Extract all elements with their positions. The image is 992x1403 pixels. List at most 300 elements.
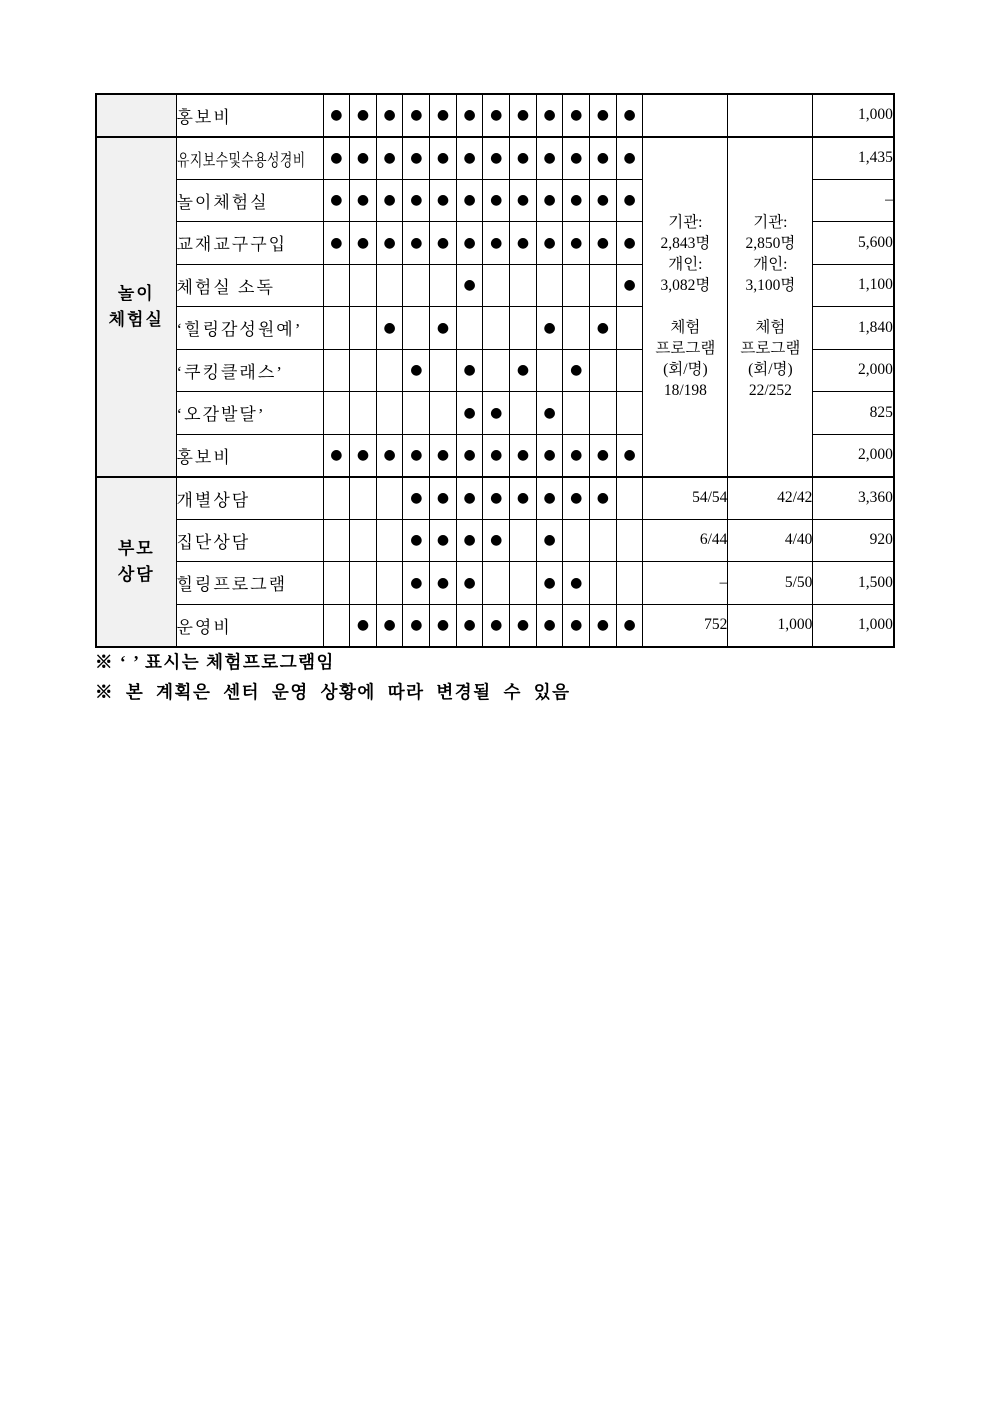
item-cell [176,137,323,180]
schedule-dot: ● [543,234,556,251]
category-cell [96,477,176,647]
month-cell [350,434,377,477]
schedule-dot: ● [490,150,503,166]
month-cell [483,179,510,222]
month-cell [350,604,377,647]
metric-line: 프로그램 [655,340,716,357]
schedule-dot: ● [410,150,423,166]
month-cell [376,392,403,435]
month-cell [510,264,537,307]
month-cell [483,434,510,477]
month-cell [536,137,563,180]
item-cell [176,562,323,605]
metric-line: 2,850명 [745,235,796,252]
item-cell [176,392,323,435]
month-cell [616,264,643,307]
metric-line: 3,082명 [660,277,711,294]
schedule-dot: ● [356,447,370,463]
item-label: 홍보비 [176,107,232,127]
metric-line: 3,100명 [745,277,796,294]
month-cell [483,264,510,307]
schedule-dot: ● [516,234,530,251]
month-cell [590,519,617,562]
month-cell [590,137,617,180]
month-cell [350,519,377,562]
item-label: ‘쿠킹클래스’ [176,362,284,382]
schedule-dot: ● [463,447,476,463]
month-cell [616,477,643,520]
schedule-dot: ● [436,447,450,463]
month-cell [376,179,403,222]
schedule-dot: ● [383,234,396,251]
schedule-dot: ● [383,192,396,209]
month-cell [403,519,430,562]
metric-right-cell: 5/50 [728,562,813,605]
month-cell [403,562,430,605]
month-cell [536,392,563,435]
month-cell [376,604,403,647]
schedule-dot: ● [463,107,476,124]
month-cell [616,94,643,137]
item-cell [176,477,323,520]
schedule-dot: ● [410,234,423,251]
budget-cell: 1,435 [813,137,894,180]
metric-left-cell: 752 [643,604,728,647]
metric-left-cell [643,137,728,477]
metric-line: 18/198 [663,382,707,399]
schedule-dot: ● [623,277,636,294]
month-cell [616,562,643,605]
schedule-dot: ● [543,107,556,124]
month-cell [350,307,377,350]
schedule-dot: ● [463,277,476,294]
month-cell [323,179,350,222]
month-cell [456,477,483,520]
month-cell [376,349,403,392]
month-cell [590,477,617,520]
month-cell [456,307,483,350]
schedule-dot: ● [596,319,609,336]
month-cell [403,477,430,520]
category-label-line: 놀이 [117,284,155,303]
month-cell [350,477,377,520]
schedule-dot: ● [356,192,370,209]
metric-line [728,296,812,317]
month-cell [590,434,617,477]
metric-right-cell [728,94,813,137]
budget-cell: 1,500 [813,562,894,605]
item-cell [176,94,323,137]
metric-line: 체험 [755,319,786,336]
metric-line: 22/252 [748,382,792,399]
category-label-line: 체험실 [108,309,164,329]
schedule-dot: ● [436,490,450,506]
metric-line: 2,843명 [660,235,711,252]
month-cell [376,137,403,180]
schedule-budget-table [95,93,895,648]
month-cell [563,94,590,137]
month-cell [616,307,643,350]
budget-cell: 1,840 [813,307,894,350]
budget-cell: 1,100 [813,264,894,307]
month-cell [376,477,403,520]
month-cell [403,349,430,392]
month-cell [323,307,350,350]
month-cell [323,392,350,435]
item-cell [176,179,323,222]
schedule-dot: ● [410,490,423,506]
month-cell [430,604,457,647]
month-cell [430,477,457,520]
item-label: 운영비 [176,617,232,637]
month-cell [536,307,563,350]
schedule-dot: ● [543,447,556,463]
item-label: 유지보수및수용성경비 [176,150,306,170]
month-cell [510,392,537,435]
month-cell [430,179,457,222]
schedule-dot: ● [463,490,476,506]
month-cell [376,307,403,350]
schedule-dot: ● [516,490,530,506]
month-cell [483,604,510,647]
month-cell [563,392,590,435]
schedule-dot: ● [543,532,556,549]
month-cell [403,222,430,265]
schedule-dot: ● [596,107,609,124]
month-cell [430,94,457,137]
schedule-dot: ● [623,234,636,251]
month-cell [350,137,377,180]
month-cell [510,434,537,477]
month-cell [510,349,537,392]
month-cell [616,179,643,222]
schedule-dot: ● [436,574,450,591]
schedule-dot: ● [543,319,556,336]
item-cell [176,307,323,350]
schedule-dot: ● [330,192,343,209]
month-cell [563,222,590,265]
metric-left-cell: 6/44 [643,519,728,562]
footnote-experience-program: ※ ‘ ’ 표시는 체험프로그램임 [95,652,335,672]
month-cell [456,137,483,180]
budget-cell: – [813,179,894,222]
schedule-dot: ● [490,234,503,251]
footnotes [95,652,571,704]
schedule-dot: ● [516,617,530,633]
month-cell [376,94,403,137]
budget-cell: 1,000 [813,94,894,137]
schedule-dot: ● [383,319,396,336]
month-cell [563,434,590,477]
month-cell [376,434,403,477]
month-cell [483,519,510,562]
month-cell [536,222,563,265]
month-cell [323,264,350,307]
schedule-dot: ● [543,574,556,591]
month-cell [403,137,430,180]
schedule-dot: ● [463,404,476,421]
month-cell [323,94,350,137]
schedule-dot: ● [490,490,503,506]
schedule-dot: ● [330,447,343,463]
month-cell [616,137,643,180]
month-cell [483,307,510,350]
month-cell [323,137,350,180]
schedule-dot: ● [436,150,450,166]
schedule-dot: ● [463,192,476,209]
month-cell [590,562,617,605]
schedule-dot: ● [490,532,503,549]
schedule-dot: ● [516,107,530,124]
month-cell [323,519,350,562]
month-cell [376,264,403,307]
month-cell [483,392,510,435]
month-cell [563,519,590,562]
schedule-dot: ● [596,447,609,463]
month-cell [430,392,457,435]
month-cell [536,179,563,222]
month-cell [376,519,403,562]
schedule-dot: ● [410,192,423,209]
schedule-dot: ● [596,617,609,633]
schedule-dot: ● [356,107,370,124]
month-cell [590,307,617,350]
month-cell [510,562,537,605]
schedule-dot: ● [436,234,450,251]
month-cell [430,264,457,307]
item-label: ‘힐링감성원예’ [176,320,303,340]
month-cell [403,392,430,435]
month-cell [430,519,457,562]
footnote-plan-change: ※ 본 계획은 센터 운영 상황에 따라 변경될 수 있음 [95,681,571,702]
budget-cell: 825 [813,392,894,435]
schedule-dot: ● [463,362,476,379]
month-cell [350,392,377,435]
metric-right-cell: 1,000 [728,604,813,647]
schedule-dot: ● [570,490,583,506]
metric-line: (회/명) [748,361,793,378]
schedule-dot: ● [516,362,530,379]
month-cell [563,179,590,222]
schedule-dot: ● [570,362,583,379]
month-cell [510,519,537,562]
budget-cell: 2,000 [813,434,894,477]
metric-line [643,296,727,317]
month-cell [376,562,403,605]
schedule-dot: ● [383,107,396,124]
schedule-dot: ● [356,617,370,633]
schedule-dot: ● [410,362,423,379]
month-cell [536,94,563,137]
table-row [96,562,894,605]
month-cell [616,519,643,562]
schedule-dot: ● [623,447,636,463]
month-cell [563,264,590,307]
month-cell [616,392,643,435]
category-cell [96,137,176,477]
item-cell [176,434,323,477]
item-label: 교재교구구입 [176,235,288,255]
schedule-dot: ● [490,447,503,463]
metric-left-cell: – [643,562,728,605]
month-cell [456,604,483,647]
table-row [96,604,894,647]
table-row [96,519,894,562]
budget-cell: 3,360 [813,477,894,520]
month-cell [510,179,537,222]
month-cell [483,562,510,605]
month-cell [590,349,617,392]
month-cell [376,222,403,265]
month-cell [563,137,590,180]
month-cell [430,349,457,392]
schedule-dot: ● [543,404,556,421]
metric-right-cell: 42/42 [728,477,813,520]
month-cell [590,179,617,222]
schedule-dot: ● [410,574,423,591]
month-cell [456,519,483,562]
category-cell [96,94,176,137]
month-cell [483,137,510,180]
metric-line: 기관: [753,214,788,231]
item-cell [176,604,323,647]
month-cell [510,222,537,265]
schedule-dot: ● [410,107,423,124]
metric-line: 개인: [753,256,788,273]
month-cell [563,477,590,520]
schedule-dot: ● [570,107,583,124]
month-cell [350,349,377,392]
month-cell [430,434,457,477]
month-cell [403,604,430,647]
metric-right-cell [728,137,813,477]
table-row [96,137,894,180]
month-cell [536,349,563,392]
schedule-dot: ● [330,107,343,124]
month-cell [403,434,430,477]
month-cell [456,434,483,477]
schedule-dot: ● [490,617,503,633]
item-label: 힐링프로그램 [176,575,288,595]
schedule-dot: ● [570,234,583,251]
schedule-dot: ● [570,447,583,463]
schedule-dot: ● [596,150,609,166]
month-cell [510,137,537,180]
metric-line: 기관: [668,214,703,231]
month-cell [536,477,563,520]
schedule-dot: ● [570,617,583,633]
month-cell [323,222,350,265]
month-cell [616,604,643,647]
schedule-dot: ● [330,234,343,251]
month-cell [536,604,563,647]
month-cell [536,519,563,562]
schedule-dot: ● [596,192,609,209]
month-cell [456,94,483,137]
month-cell [430,137,457,180]
metric-line: 프로그램 [740,340,801,357]
month-cell [590,604,617,647]
metric-line: 체험 [670,319,701,336]
month-cell [563,604,590,647]
month-cell [536,562,563,605]
schedule-dot: ● [516,447,530,463]
schedule-dot: ● [436,617,450,633]
schedule-dot: ● [356,234,370,251]
schedule-dot: ● [570,150,583,166]
item-cell [176,264,323,307]
schedule-dot: ● [383,150,396,166]
table-row [96,477,894,520]
month-cell [403,307,430,350]
schedule-dot: ● [596,490,609,506]
schedule-dot: ● [543,490,556,506]
month-cell [483,94,510,137]
schedule-dot: ● [623,107,636,124]
month-cell [456,392,483,435]
month-cell [483,349,510,392]
metric-left-cell: 54/54 [643,477,728,520]
month-cell [323,477,350,520]
metric-right-cell: 4/40 [728,519,813,562]
schedule-dot: ● [463,150,476,166]
schedule-dot: ● [436,107,450,124]
month-cell [590,222,617,265]
schedule-dot: ● [490,107,503,124]
table-row [96,94,894,137]
schedule-dot: ● [543,617,556,633]
schedule-dot: ● [410,447,423,463]
month-cell [510,307,537,350]
schedule-dot: ● [463,574,476,591]
schedule-dot: ● [356,150,370,166]
item-label: 개별상담 [176,490,251,510]
schedule-dot: ● [436,532,450,549]
month-cell [456,349,483,392]
month-cell [456,562,483,605]
item-label: 놀이체험실 [176,192,269,212]
schedule-dot: ● [516,150,530,166]
month-cell [563,562,590,605]
schedule-dot: ● [570,192,583,209]
month-cell [350,94,377,137]
schedule-dot: ● [570,574,583,591]
schedule-dot: ● [490,192,503,209]
month-cell [350,179,377,222]
month-cell [323,604,350,647]
month-cell [510,477,537,520]
schedule-dot: ● [383,617,396,633]
month-cell [483,477,510,520]
month-cell [323,434,350,477]
item-label: 체험실 소독 [176,277,275,297]
month-cell [323,349,350,392]
schedule-dot: ● [463,617,476,633]
month-cell [483,222,510,265]
category-label-line: 부모 [117,539,155,558]
category-label-line: 상담 [117,564,155,584]
schedule-dot: ● [596,234,609,251]
item-label: ‘오감발달’ [176,405,266,425]
item-cell [176,222,323,265]
month-cell [430,222,457,265]
month-cell [323,562,350,605]
month-cell [403,179,430,222]
budget-cell: 920 [813,519,894,562]
schedule-dot: ● [543,192,556,209]
schedule-dot: ● [463,532,476,549]
schedule-dot: ● [463,234,476,251]
